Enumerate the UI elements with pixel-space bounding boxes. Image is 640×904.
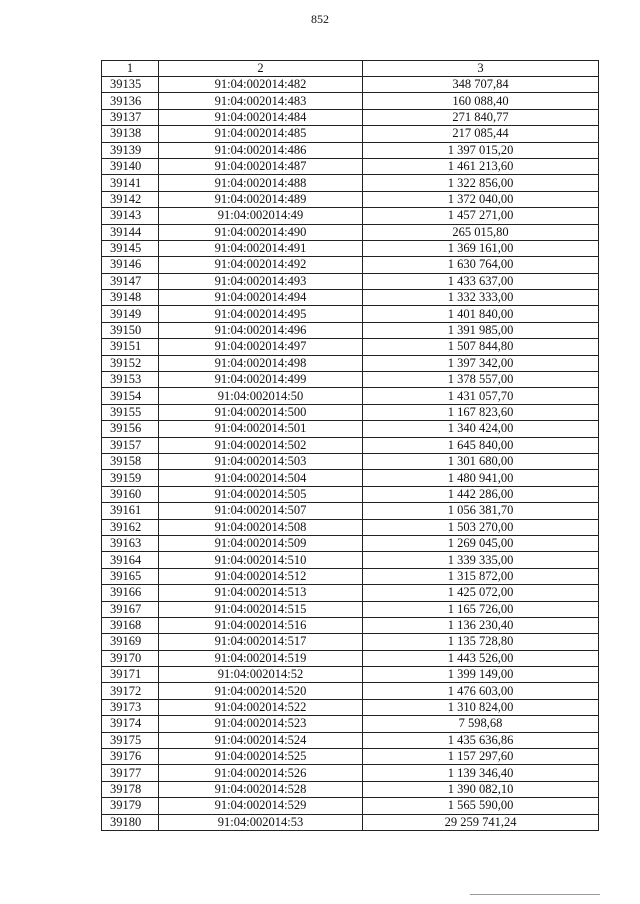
amount-cell: 1 476 603,00: [363, 683, 599, 699]
table-row: [102, 519, 599, 535]
cadastral-number-cell: 91:04:002014:520: [159, 683, 363, 699]
table-row: [102, 191, 599, 207]
table-row: [102, 798, 599, 814]
table-row: [102, 683, 599, 699]
row-number-cell: 39153: [102, 372, 159, 388]
amount-cell: 1 435 636,86: [363, 732, 599, 748]
amount-cell: 1 433 637,00: [363, 273, 599, 289]
row-number-cell: 39171: [102, 667, 159, 683]
table-row: [102, 601, 599, 617]
column-header-3: 3: [363, 61, 599, 77]
amount-cell: 1 399 149,00: [363, 667, 599, 683]
amount-cell: 1 390 082,10: [363, 781, 599, 797]
cadastral-number-cell: 91:04:002014:482: [159, 77, 363, 93]
table-row: [102, 732, 599, 748]
row-number-cell: 39162: [102, 519, 159, 535]
amount-cell: 1 391 985,00: [363, 322, 599, 338]
amount-cell: 1 461 213,60: [363, 158, 599, 174]
row-number-cell: 39170: [102, 650, 159, 666]
row-number-cell: 39143: [102, 208, 159, 224]
cadastral-number-cell: 91:04:002014:498: [159, 355, 363, 371]
row-number-cell: 39159: [102, 470, 159, 486]
amount-cell: 1 372 040,00: [363, 191, 599, 207]
column-header-2: 2: [159, 61, 363, 77]
table-row: [102, 126, 599, 142]
amount-cell: 1 565 590,00: [363, 798, 599, 814]
row-number-cell: 39173: [102, 699, 159, 715]
page-number: 852: [311, 12, 329, 26]
amount-cell: 1 630 764,00: [363, 257, 599, 273]
cadastral-number-cell: 91:04:002014:528: [159, 781, 363, 797]
table-row: [102, 781, 599, 797]
row-number-cell: 39146: [102, 257, 159, 273]
table-row: [102, 716, 599, 732]
row-number-cell: 39164: [102, 552, 159, 568]
cadastral-number-cell: 91:04:002014:526: [159, 765, 363, 781]
table-row: [102, 634, 599, 650]
row-number-cell: 39152: [102, 355, 159, 371]
table-row: [102, 437, 599, 453]
table-row: [102, 273, 599, 289]
amount-cell: 1 056 381,70: [363, 503, 599, 519]
cadastral-number-cell: 91:04:002014:494: [159, 290, 363, 306]
amount-cell: 1 340 424,00: [363, 421, 599, 437]
row-number-cell: 39169: [102, 634, 159, 650]
row-number-cell: 39151: [102, 339, 159, 355]
row-number-cell: 39177: [102, 765, 159, 781]
cadastral-number-cell: 91:04:002014:492: [159, 257, 363, 273]
table-row: [102, 453, 599, 469]
amount-cell: 1 401 840,00: [363, 306, 599, 322]
row-number-cell: 39157: [102, 437, 159, 453]
amount-cell: 1 397 342,00: [363, 355, 599, 371]
row-number-cell: 39158: [102, 453, 159, 469]
amount-cell: 1 443 526,00: [363, 650, 599, 666]
row-number-cell: 39165: [102, 568, 159, 584]
table-row: [102, 355, 599, 371]
table-row: [102, 552, 599, 568]
row-number-cell: 39155: [102, 404, 159, 420]
amount-cell: 1 135 728,80: [363, 634, 599, 650]
table-row: [102, 814, 599, 830]
row-number-cell: 39163: [102, 535, 159, 551]
cadastral-number-cell: 91:04:002014:486: [159, 142, 363, 158]
cadastral-number-cell: 91:04:002014:49: [159, 208, 363, 224]
amount-cell: 1 442 286,00: [363, 486, 599, 502]
cadastral-number-cell: 91:04:002014:524: [159, 732, 363, 748]
cadastral-number-cell: 91:04:002014:500: [159, 404, 363, 420]
cadastral-number-cell: 91:04:002014:529: [159, 798, 363, 814]
cadastral-number-cell: 91:04:002014:504: [159, 470, 363, 486]
row-number-cell: 39156: [102, 421, 159, 437]
amount-cell: 1 167 823,60: [363, 404, 599, 420]
cadastral-number-cell: 91:04:002014:53: [159, 814, 363, 830]
amount-cell: 271 840,77: [363, 109, 599, 125]
table-row: [102, 158, 599, 174]
cadastral-number-cell: 91:04:002014:517: [159, 634, 363, 650]
cadastral-number-cell: 91:04:002014:490: [159, 224, 363, 240]
cadastral-number-cell: 91:04:002014:519: [159, 650, 363, 666]
amount-cell: 1 165 726,00: [363, 601, 599, 617]
row-number-cell: 39167: [102, 601, 159, 617]
cadastral-number-cell: 91:04:002014:499: [159, 372, 363, 388]
row-number-cell: 39154: [102, 388, 159, 404]
table-row: [102, 404, 599, 420]
amount-cell: 1 397 015,20: [363, 142, 599, 158]
cadastral-number-cell: 91:04:002014:496: [159, 322, 363, 338]
row-number-cell: 39136: [102, 93, 159, 109]
row-number-cell: 39176: [102, 749, 159, 765]
table-row: [102, 667, 599, 683]
cadastral-number-cell: 91:04:002014:503: [159, 453, 363, 469]
row-number-cell: 39161: [102, 503, 159, 519]
table-row: [102, 650, 599, 666]
table-row: [102, 224, 599, 240]
table-row: [102, 77, 599, 93]
row-number-cell: 39150: [102, 322, 159, 338]
cadastral-number-cell: 91:04:002014:507: [159, 503, 363, 519]
row-number-cell: 39147: [102, 273, 159, 289]
table-row: [102, 208, 599, 224]
amount-cell: 1 480 941,00: [363, 470, 599, 486]
table-row: [102, 388, 599, 404]
row-number-cell: 39172: [102, 683, 159, 699]
table-row: [102, 109, 599, 125]
row-number-cell: 39179: [102, 798, 159, 814]
row-number-cell: 39149: [102, 306, 159, 322]
row-number-cell: 39140: [102, 158, 159, 174]
cadastral-number-cell: 91:04:002014:52: [159, 667, 363, 683]
cadastral-number-cell: 91:04:002014:489: [159, 191, 363, 207]
cadastral-number-cell: 91:04:002014:485: [159, 126, 363, 142]
row-number-cell: 39174: [102, 716, 159, 732]
table-row: [102, 290, 599, 306]
table-row: [102, 240, 599, 256]
cadastral-number-cell: 91:04:002014:483: [159, 93, 363, 109]
amount-cell: 1 339 335,00: [363, 552, 599, 568]
table-body: [102, 77, 599, 831]
cadastral-number-cell: 91:04:002014:493: [159, 273, 363, 289]
amount-cell: 1 310 824,00: [363, 699, 599, 715]
cadastral-number-cell: 91:04:002014:502: [159, 437, 363, 453]
table-row: [102, 699, 599, 715]
amount-cell: 7 598,68: [363, 716, 599, 732]
header-row: [102, 61, 599, 77]
table-row: [102, 765, 599, 781]
amount-cell: 1 503 270,00: [363, 519, 599, 535]
table-row: [102, 322, 599, 338]
table-row: [102, 585, 599, 601]
table-row: [102, 93, 599, 109]
table-row: [102, 175, 599, 191]
cadastral-number-cell: 91:04:002014:508: [159, 519, 363, 535]
table-row: [102, 749, 599, 765]
row-number-cell: 39137: [102, 109, 159, 125]
amount-cell: 1 378 557,00: [363, 372, 599, 388]
cadastral-number-cell: 91:04:002014:487: [159, 158, 363, 174]
footer-divider: [470, 894, 600, 895]
amount-cell: 1 645 840,00: [363, 437, 599, 453]
amount-cell: 160 088,40: [363, 93, 599, 109]
table-row: [102, 535, 599, 551]
row-number-cell: 39142: [102, 191, 159, 207]
row-number-cell: 39168: [102, 617, 159, 633]
table-row: [102, 470, 599, 486]
amount-cell: 29 259 741,24: [363, 814, 599, 830]
amount-cell: 1 157 297,60: [363, 749, 599, 765]
amount-cell: 217 085,44: [363, 126, 599, 142]
table-row: [102, 372, 599, 388]
row-number-cell: 39141: [102, 175, 159, 191]
row-number-cell: 39148: [102, 290, 159, 306]
cadastral-number-cell: 91:04:002014:484: [159, 109, 363, 125]
cadastral-number-cell: 91:04:002014:505: [159, 486, 363, 502]
row-number-cell: 39135: [102, 77, 159, 93]
row-number-cell: 39166: [102, 585, 159, 601]
cadastral-number-cell: 91:04:002014:515: [159, 601, 363, 617]
cadastral-number-cell: 91:04:002014:491: [159, 240, 363, 256]
table-row: [102, 503, 599, 519]
cadastral-number-cell: 91:04:002014:497: [159, 339, 363, 355]
cadastral-number-cell: 91:04:002014:523: [159, 716, 363, 732]
cadastral-number-cell: 91:04:002014:513: [159, 585, 363, 601]
table-row: [102, 568, 599, 584]
row-number-cell: 39180: [102, 814, 159, 830]
amount-cell: 265 015,80: [363, 224, 599, 240]
amount-cell: 1 301 680,00: [363, 453, 599, 469]
table-row: [102, 617, 599, 633]
cadastral-number-cell: 91:04:002014:50: [159, 388, 363, 404]
amount-cell: 1 507 844,80: [363, 339, 599, 355]
data-table: [101, 60, 599, 831]
cadastral-number-cell: 91:04:002014:525: [159, 749, 363, 765]
table-row: [102, 421, 599, 437]
cadastral-number-cell: 91:04:002014:488: [159, 175, 363, 191]
amount-cell: 348 707,84: [363, 77, 599, 93]
row-number-cell: 39178: [102, 781, 159, 797]
cadastral-number-cell: 91:04:002014:509: [159, 535, 363, 551]
amount-cell: 1 139 346,40: [363, 765, 599, 781]
amount-cell: 1 136 230,40: [363, 617, 599, 633]
amount-cell: 1 269 045,00: [363, 535, 599, 551]
row-number-cell: 39175: [102, 732, 159, 748]
cadastral-number-cell: 91:04:002014:510: [159, 552, 363, 568]
row-number-cell: 39145: [102, 240, 159, 256]
table-row: [102, 339, 599, 355]
cadastral-number-cell: 91:04:002014:495: [159, 306, 363, 322]
row-number-cell: 39139: [102, 142, 159, 158]
amount-cell: 1 457 271,00: [363, 208, 599, 224]
row-number-cell: 39160: [102, 486, 159, 502]
table-row: [102, 306, 599, 322]
amount-cell: 1 322 856,00: [363, 175, 599, 191]
row-number-cell: 39138: [102, 126, 159, 142]
row-number-cell: 39144: [102, 224, 159, 240]
amount-cell: 1 332 333,00: [363, 290, 599, 306]
amount-cell: 1 369 161,00: [363, 240, 599, 256]
cadastral-number-cell: 91:04:002014:516: [159, 617, 363, 633]
cadastral-number-cell: 91:04:002014:522: [159, 699, 363, 715]
cadastral-number-cell: 91:04:002014:512: [159, 568, 363, 584]
amount-cell: 1 425 072,00: [363, 585, 599, 601]
amount-cell: 1 431 057,70: [363, 388, 599, 404]
table-row: [102, 486, 599, 502]
cadastral-number-cell: 91:04:002014:501: [159, 421, 363, 437]
amount-cell: 1 315 872,00: [363, 568, 599, 584]
column-header-1: 1: [102, 61, 159, 77]
table-row: [102, 142, 599, 158]
table-header: [102, 61, 599, 77]
table-row: [102, 257, 599, 273]
